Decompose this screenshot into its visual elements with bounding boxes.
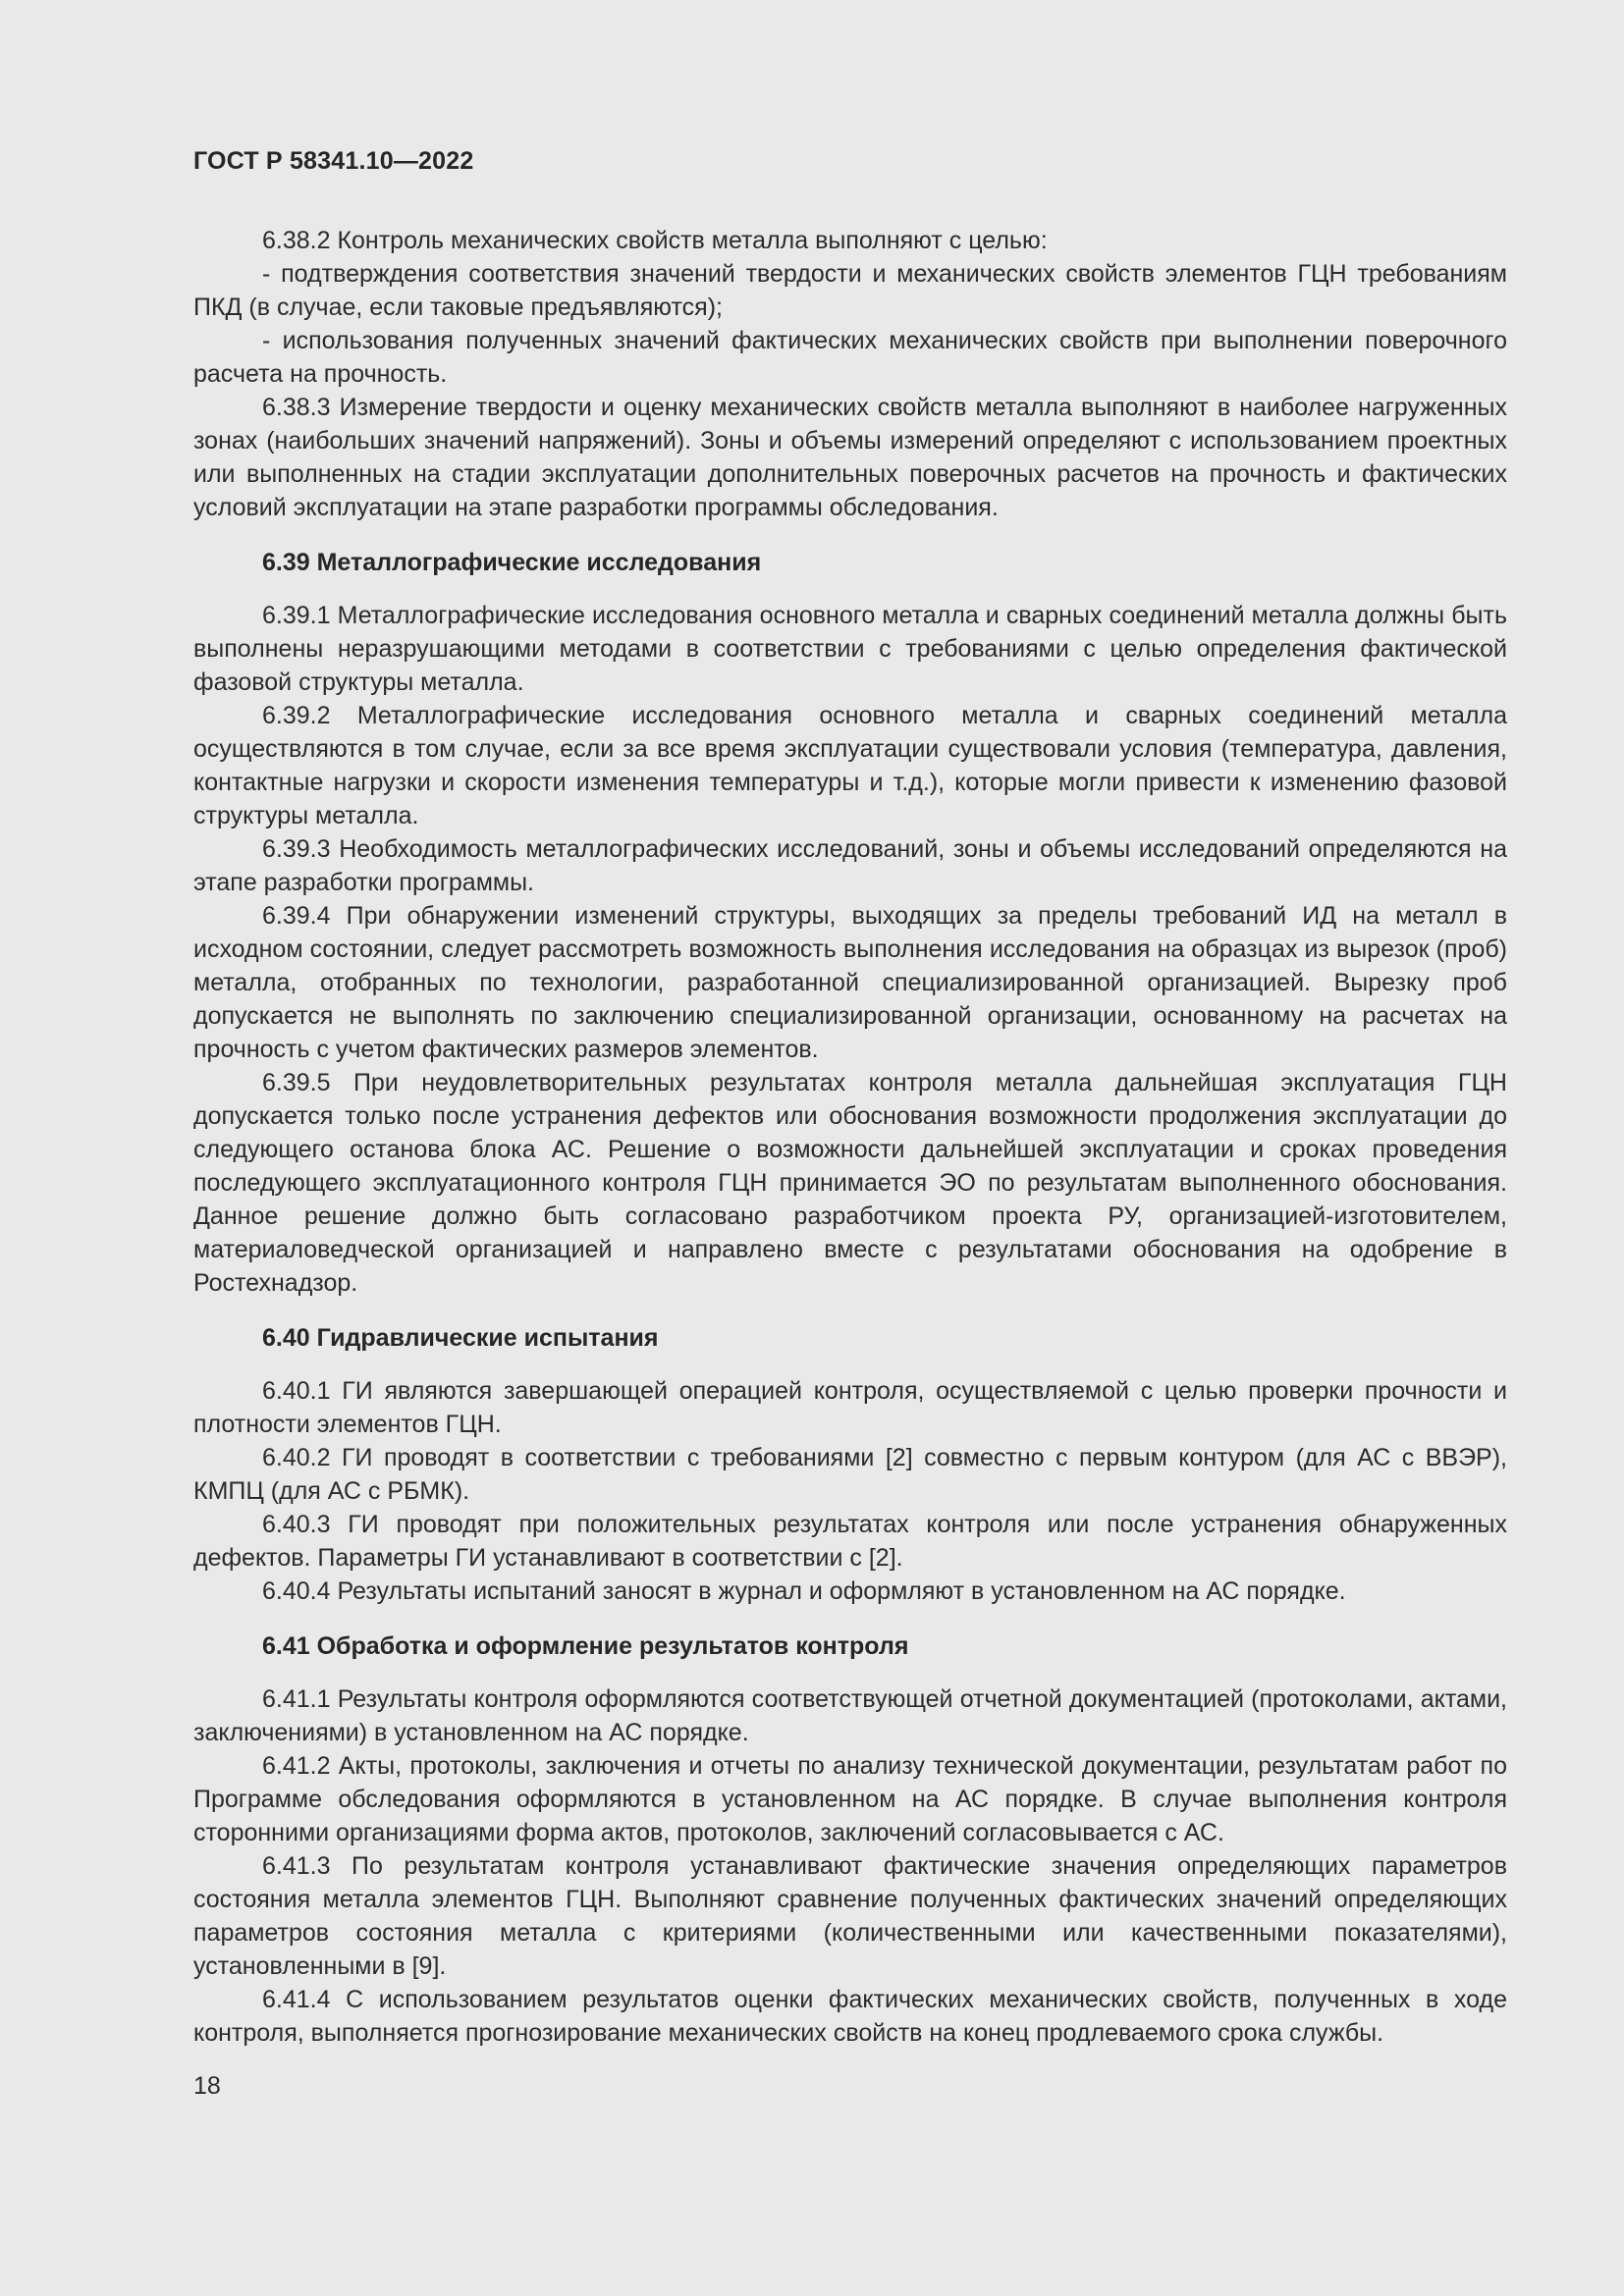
paragraph-6-39-5: 6.39.5 При неудовлетворительных результатах контроля металла дальнейшая эксплуатация ГЦН допускается только после устранения дефектов или обоснования возможности продолжения эксплуатации до следующего останова блока АС. Решение о возможности дальнейшей эксплуатации и сроках проведения последующего эксплуатационного контроля ГЦН принимается ЭО по результатам выполненного обоснования. Данное решение должно быть согласовано разработчиком проекта РУ, организацией-изготовителем, материаловедческой организацией и направлено вместе с результатами обоснования на одобрение в Ростехнадзор. (193, 1069, 1507, 1297)
document-body (193, 224, 1507, 2050)
paragraph-6-38-2-item-2: - использования полученных значений фактических механических свойств при выполнении поверочного расчета на прочность. (193, 327, 1507, 388)
paragraph-6-41-4: 6.41.4 С использованием результатов оценки фактических механических свойств, полученных в ходе контроля, выполняется прогнозирование механических свойств на конец продлеваемого срока службы. (193, 1986, 1507, 2047)
paragraph-6-40-2: 6.40.2 ГИ проводят в соответствии с требованиями [2] совместно с первым контуром (для АС с ВВЭР), КМПЦ (для АС с РБМК). (193, 1444, 1507, 1505)
paragraph-6-41-3: 6.41.3 По результатам контроля устанавливают фактические значения определяющих параметров состояния металла элементов ГЦН. Выполняют сравнение полученных фактических значений определяющих параметров состояния металла с критериями (количественными или качественными показателями), установленными в [9]. (193, 1852, 1507, 1980)
section-heading-6-39: 6.39 Металлографические исследования (262, 549, 762, 576)
section-heading-6-41: 6.41 Обработка и оформление результатов контроля (262, 1632, 909, 1660)
paragraph-6-39-3: 6.39.3 Необходимость металлографических исследований, зоны и объемы исследований определяются на этапе разработки программы. (193, 835, 1507, 896)
page-number: 18 (193, 2072, 221, 2100)
paragraph-6-40-4: 6.40.4 Результаты испытаний заносят в журнал и оформляют в установленном на АС порядке. (262, 1577, 1346, 1605)
paragraph-6-40-3: 6.40.3 ГИ проводят при положительных результатах контроля или после устранения обнаруженных дефектов. Параметры ГИ устанавливают в соответствии с [2]. (193, 1511, 1507, 1572)
paragraph-6-38-3: 6.38.3 Измерение твердости и оценку механических свойств металла выполняют в наиболее нагруженных зонах (наибольших значений напряжений). Зоны и объемы измерений определяют с использованием проектных или выполненных на стадии эксплуатации дополнительных поверочных расчетов на прочность и фактических условий эксплуатации на этапе разработки программы обследования. (193, 394, 1507, 521)
paragraph-6-39-2: 6.39.2 Металлографические исследования основного металла и сварных соединений металла осуществляются в том случае, если за все время эксплуатации существовали условия (температура, давления, контактные нагрузки и скорости изменения температуры и т.д.), которые могли привести к изменению фазовой структуры металла. (193, 702, 1507, 829)
paragraph-6-38-2: 6.38.2 Контроль механических свойств металла выполняют с целью: (262, 227, 1048, 254)
paragraph-6-41-2: 6.41.2 Акты, протоколы, заключения и отчеты по анализу технической документации, результатам работ по Программе обследования оформляются в установленном на АС порядке. В случае выполнения контроля сторонними организациями форма актов, протоколов, заключений согласовывается с АС. (193, 1752, 1507, 1846)
paragraph-6-38-2-item-1: - подтверждения соответствия значений твердости и механических свойств элементов ГЦН требованиям ПКД (в случае, если таковые предъявляются); (193, 260, 1507, 321)
paragraph-6-40-1: 6.40.1 ГИ являются завершающей операцией контроля, осуществляемой с целью проверки прочности и плотности элементов ГЦН. (193, 1377, 1507, 1438)
paragraph-6-39-1: 6.39.1 Металлографические исследования основного металла и сварных соединений металла должны быть выполнены неразрушающими методами в соответствии с требованиями с целью определения фактической фазовой структуры металла. (193, 602, 1507, 696)
paragraph-6-39-4: 6.39.4 При обнаружении изменений структуры, выходящих за пределы требований ИД на металл в исходном состоянии, следует рассмотреть возможность выполнения исследования на образцах из вырезок (проб) металла, отобранных по технологии, разработанной специализированной организацией. Вырезку проб допускается не выполнять по заключению специализированной организации, основанному на расчетах на прочность с учетом фактических размеров элементов. (193, 902, 1507, 1063)
section-heading-6-40: 6.40 Гидравлические испытания (262, 1324, 659, 1352)
document-code-header: ГОСТ Р 58341.10—2022 (193, 147, 474, 175)
paragraph-6-41-1: 6.41.1 Результаты контроля оформляются соответствующей отчетной документацией (протоколами, актами, заключениями) в установленном на АС порядке. (193, 1685, 1507, 1746)
